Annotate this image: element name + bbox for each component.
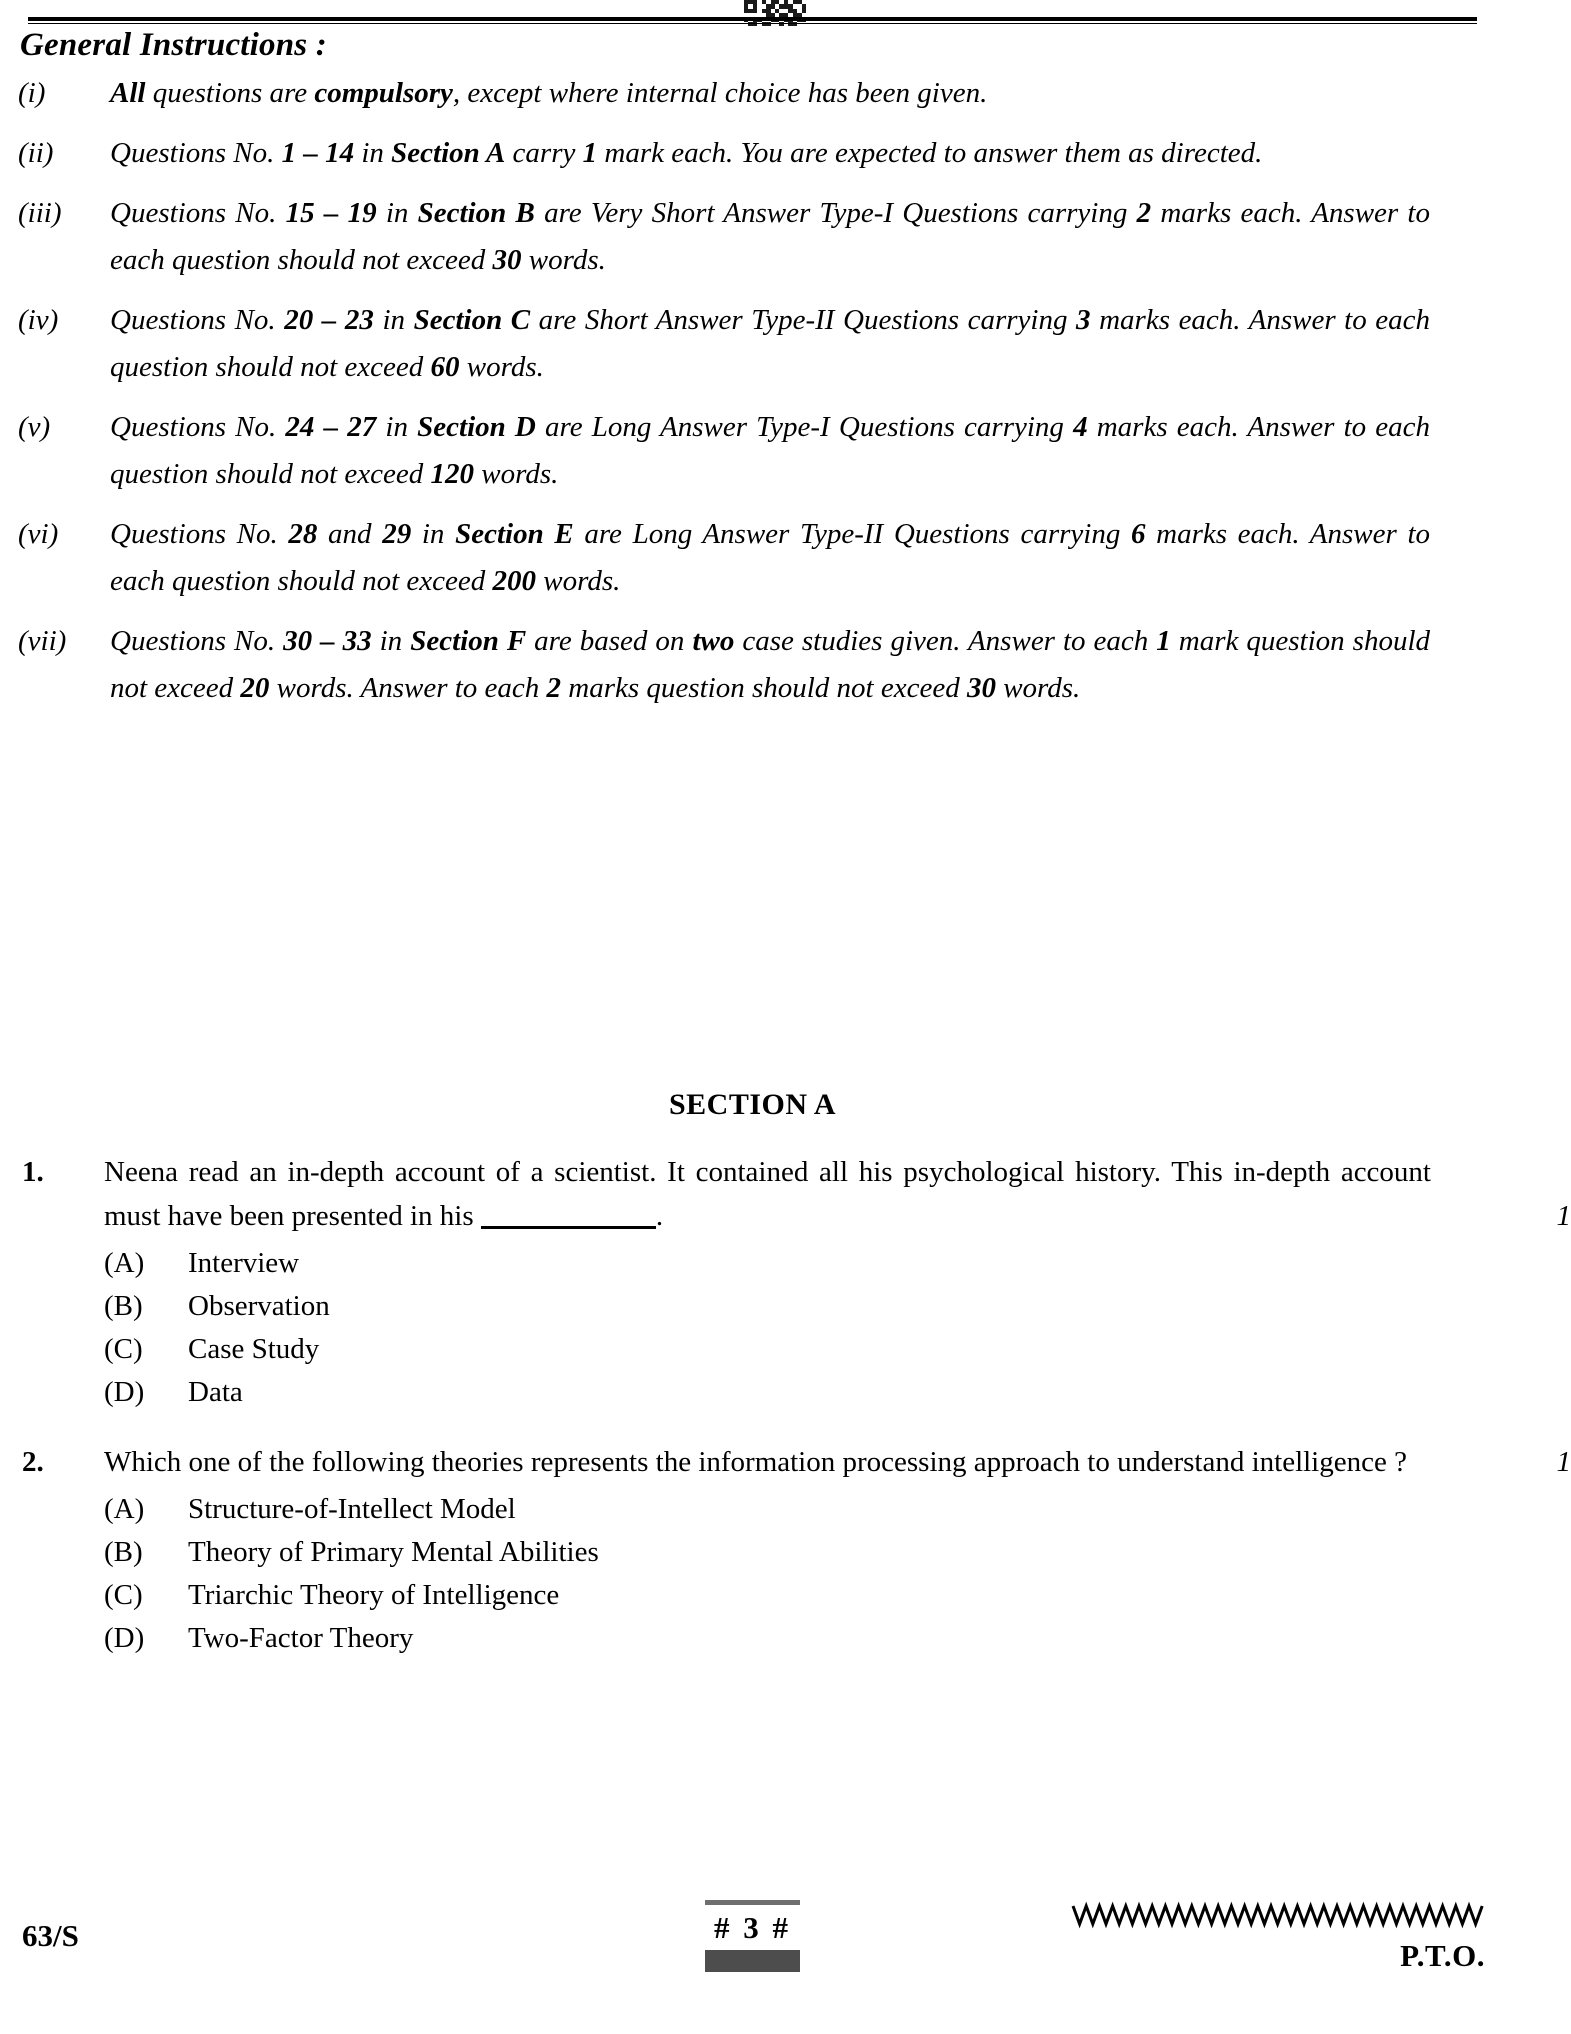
question-block <box>0 1440 1571 1660</box>
instruction-text: Questions No. 20 – 23 in Section C are Short Answer Type-II Questions carrying 3 marks each. Answer to each question should not exceed 60 words. <box>110 304 1431 383</box>
instruction-item <box>0 190 1505 284</box>
option-letter: (B) <box>104 1536 143 1568</box>
page-number-block-bottom <box>705 1950 800 1972</box>
instruction-text: All questions are compulsory, except where internal choice has been given. <box>110 77 988 109</box>
option-letter: (C) <box>104 1333 143 1365</box>
option-label: Data <box>188 1376 243 1408</box>
question-stem: Which one of the following theories represents the information processing approach to understand intelligence ? <box>104 1446 1407 1478</box>
option-label: Observation <box>188 1290 330 1322</box>
answer-blank <box>481 1226 656 1229</box>
option-row[interactable] <box>104 1531 1431 1574</box>
option-row[interactable] <box>104 1285 1431 1328</box>
instruction-text: Questions No. 28 and 29 in Section E are Long Answer Type-II Questions carrying 6 marks each. Answer to each question should not exceed 200 words. <box>110 518 1431 597</box>
instruction-marker: (vi) <box>18 518 59 550</box>
instruction-item <box>0 297 1505 391</box>
instruction-marker: (v) <box>18 411 51 443</box>
option-row[interactable] <box>104 1328 1431 1371</box>
option-label: Two-Factor Theory <box>188 1622 414 1654</box>
option-row[interactable] <box>104 1617 1431 1660</box>
question-body <box>104 1440 1431 1660</box>
page-number-rule-top <box>705 1900 800 1905</box>
instruction-text: Questions No. 30 – 33 in Section F are based on two case studies given. Answer to each 1 mark question should not exceed 20 words. Answer to each 2 marks question should not exceed 30 words. <box>110 625 1431 704</box>
question-body <box>104 1150 1431 1414</box>
option-row[interactable] <box>104 1488 1431 1531</box>
instruction-item <box>0 618 1505 712</box>
pto-label: P.T.O. <box>1400 1938 1485 1973</box>
header-divider <box>28 17 1477 24</box>
option-letter: (A) <box>104 1493 145 1525</box>
option-letter: (D) <box>104 1622 145 1654</box>
option-list <box>104 1242 1431 1414</box>
instruction-item <box>0 130 1505 177</box>
question-marks: 1 <box>1556 1200 1571 1232</box>
instruction-marker: (vii) <box>18 625 67 657</box>
instruction-marker: (iii) <box>18 197 62 229</box>
instruction-text: Questions No. 1 – 14 in Section A carry 1 mark each. You are expected to answer them as directed. <box>110 137 1263 169</box>
option-label: Interview <box>188 1247 300 1279</box>
question-marks: 1 <box>1556 1446 1571 1478</box>
question-block <box>0 1150 1571 1414</box>
page-footer <box>0 1900 1505 2010</box>
instruction-item <box>0 70 1505 117</box>
option-letter: (D) <box>104 1376 145 1408</box>
option-label: Case Study <box>188 1333 320 1365</box>
option-row[interactable] <box>104 1371 1431 1414</box>
page-number: # 3 # <box>714 1910 791 1945</box>
instruction-marker: (ii) <box>18 137 54 169</box>
instruction-marker: (i) <box>18 77 46 109</box>
instruction-text: Questions No. 15 – 19 in Section B are Very Short Answer Type-I Questions carrying 2 marks each. Answer to each question should not exceed 30 words. <box>110 197 1430 276</box>
option-letter: (B) <box>104 1290 143 1322</box>
option-letter: (C) <box>104 1579 143 1611</box>
instruction-item <box>0 404 1505 498</box>
option-row[interactable] <box>104 1574 1431 1617</box>
instruction-item <box>0 511 1505 605</box>
general-instructions-list <box>0 70 1505 725</box>
question-stem: Neena read an in-depth account of a scientist. It contained all his psychological history. This in-depth account must have been presented in his . <box>104 1156 1431 1232</box>
question-number: 2. <box>22 1446 44 1478</box>
option-list <box>104 1488 1431 1660</box>
question-number: 1. <box>22 1156 44 1188</box>
section-heading: SECTION A <box>668 1088 837 1121</box>
paper-code: 63/S <box>22 1918 79 1953</box>
option-row[interactable] <box>104 1242 1431 1285</box>
instruction-text: Questions No. 24 – 27 in Section D are Long Answer Type-I Questions carrying 4 marks each. Answer to each question should not exceed 120 words. <box>110 411 1431 490</box>
option-label: Triarchic Theory of Intelligence <box>188 1579 560 1611</box>
general-instructions-heading: General Instructions : <box>20 27 327 63</box>
qr-code-icon <box>744 0 806 13</box>
option-label: Theory of Primary Mental Abilities <box>188 1536 599 1568</box>
option-label: Structure-of-Intellect Model <box>188 1493 516 1525</box>
zigzag-decoration-icon <box>1073 1900 1483 1930</box>
option-letter: (A) <box>104 1247 145 1279</box>
instruction-marker: (iv) <box>18 304 59 336</box>
questions-list <box>0 1150 1571 1686</box>
